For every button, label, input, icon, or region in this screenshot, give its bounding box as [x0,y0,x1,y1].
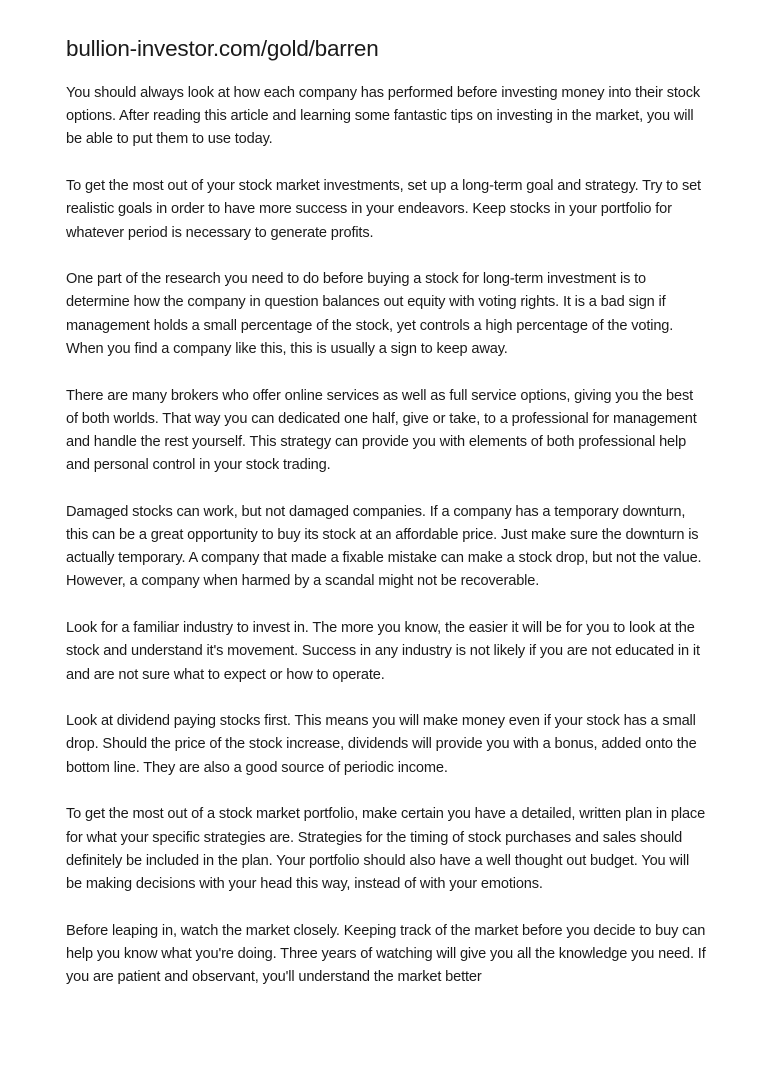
paragraph: One part of the research you need to do before buying a stock for long-term investment is to determine how the company in question balances out equity with voting rights. It is a bad sign if management holds a small percentage of the stock, yet controls a high percentage of the voting. When you find a company like this, this is usually a sign to keep away. [66,271,674,357]
paragraph: Before leaping in, watch the market closely. Keeping track of the market before you decide to buy can help you know what you're doing. Three years of watching will give you all the knowledge you need. If you are patient and observant, you'll understand the market better [66,922,706,986]
paragraph: To get the most out of a stock market portfolio, make certain you have a detailed, written plan in place for what your specific strategies are. Strategies for the timing of stock purchases and sales should definitely be included in the plan. Your portfolio should also have a well thought out budget. You will be making decisions with your head this way, instead of with your emotions. [66,806,706,892]
paragraph: To get the most out of your stock market investments, set up a long-term goal and strategy. Try to set realistic goals in order to have more success in your endeavors. Keep stocks in your portfolio for whatever period is necessary to generate profits. [66,178,701,241]
paragraph: There are many brokers who offer online services as well as full service options, giving you the best of both worlds. That way you can dedicated one half, give or take, to a professional for management and handle the rest yourself. This strategy can provide you with elements of both professional help and personal control in your stock trading. [66,387,697,474]
paragraph: Look at dividend paying stocks first. This means you will make money even if your stock has a small drop. Should the price of the stock increase, dividends will provide you with a bonus, added onto the bottom line. They are also a good source of periodic income. [66,713,697,776]
document-page [66,34,706,1013]
paragraph: You should always look at how each company has performed before investing money into their stock options. After reading this article and learning some fantastic tips on investing in the market, you will be able to put them to use today. [66,85,701,148]
paragraph: Damaged stocks can work, but not damaged companies. If a company has a temporary downturn, this can be a great opportunity to buy its stock at an affordable price. Just make sure the downturn is actually temporary. A company that made a fixable mistake can make a stock drop, but not the value. However, a company when harmed by a scandal might not be recoverable. [66,503,702,590]
page-title: bullion-investor.com/gold/barren [66,36,379,61]
paragraph: Look for a familiar industry to invest in. The more you know, the easier it will be for you to look at the stock and understand it's movement. Success in any industry is not likely if you are not educated in it and are not sure what to expect or how to operate. [66,620,700,683]
